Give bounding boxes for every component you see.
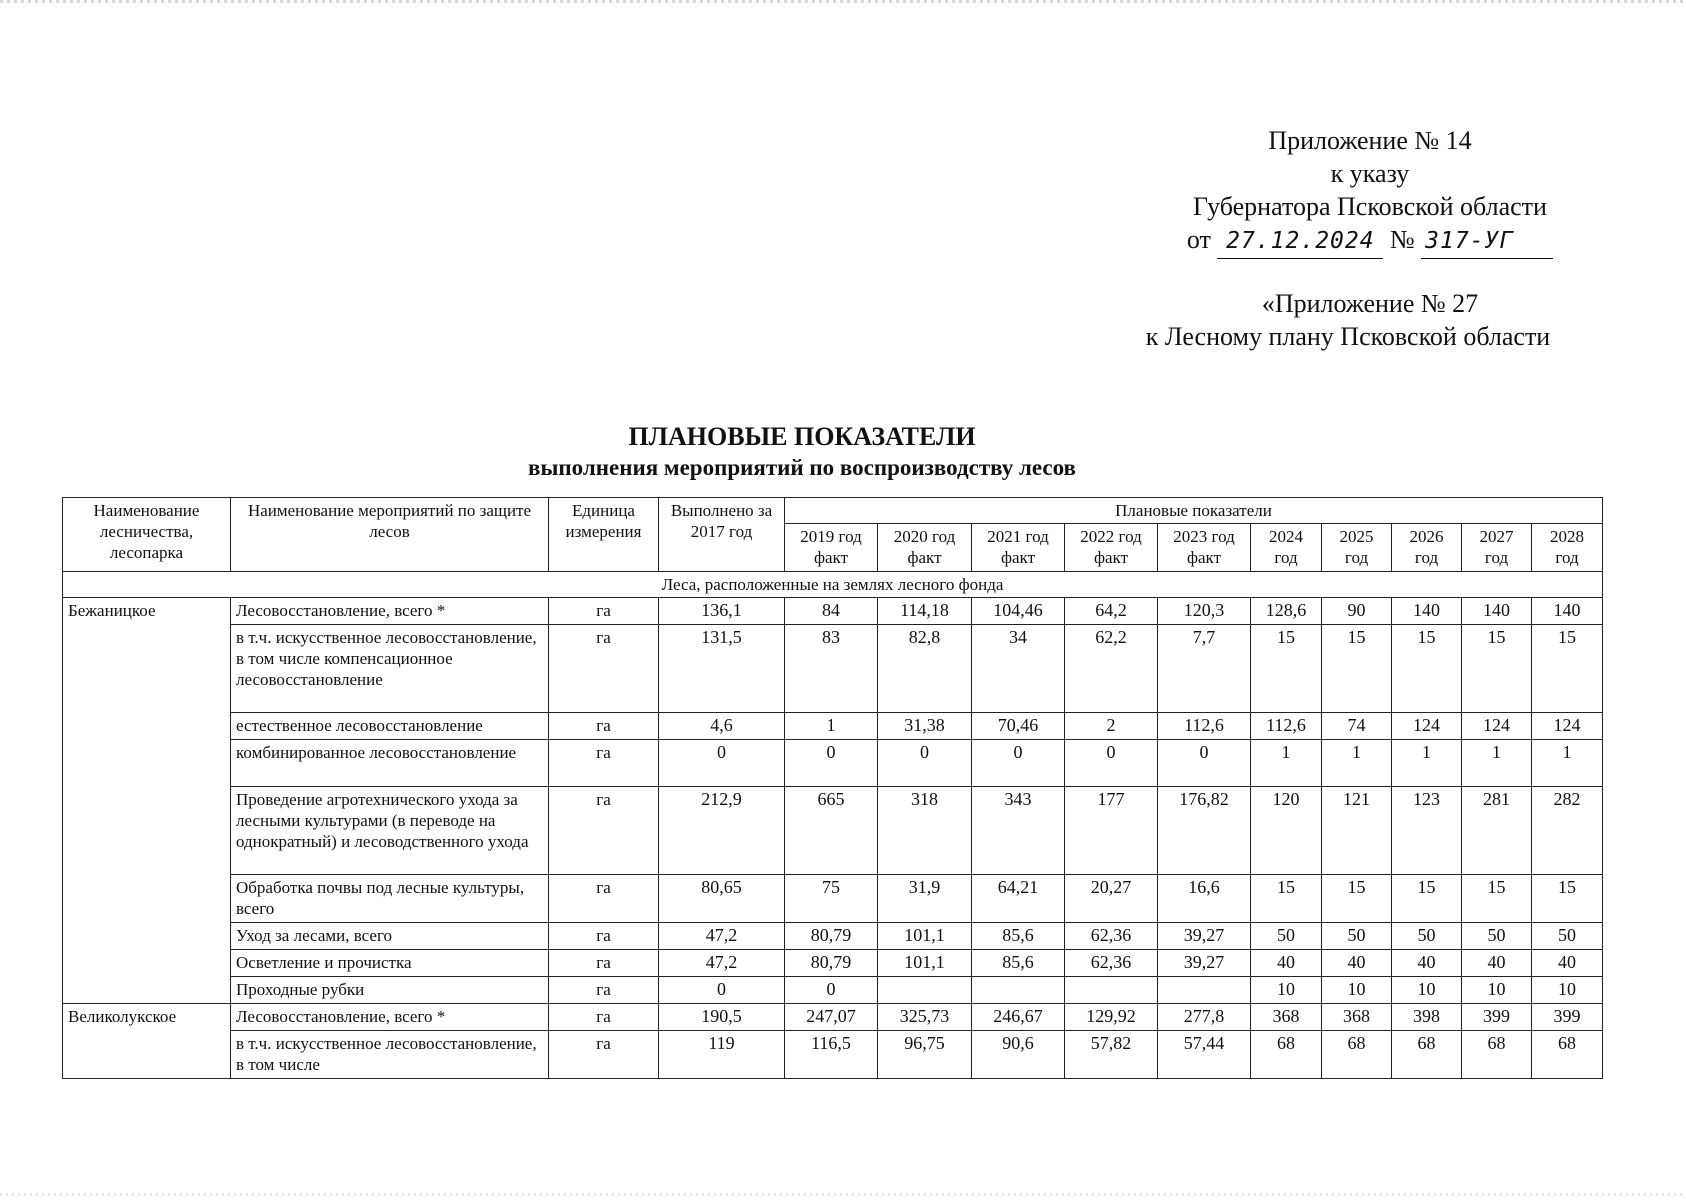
value-cell: 368 xyxy=(1251,1004,1322,1031)
value-cell: 62,36 xyxy=(1065,950,1158,977)
value-cell: 10 xyxy=(1322,977,1392,1004)
annex-number: «Приложение № 27 xyxy=(1261,289,1479,318)
value-cell: 124 xyxy=(1462,713,1532,740)
value-cell: 665 xyxy=(785,787,878,875)
value-cell: 15 xyxy=(1392,625,1462,713)
value-cell: 40 xyxy=(1392,950,1462,977)
value-cell: 101,1 xyxy=(878,950,972,977)
date-prefix: от xyxy=(1186,225,1211,254)
plan-table xyxy=(62,497,1603,1079)
value-cell: 68 xyxy=(1392,1031,1462,1079)
activity-name: Уход за лесами, всего xyxy=(231,923,549,950)
value-cell: 399 xyxy=(1462,1004,1532,1031)
value-cell: 62,2 xyxy=(1065,625,1158,713)
value-cell: 68 xyxy=(1532,1031,1603,1079)
value-cell: 68 xyxy=(1251,1031,1322,1079)
header-year: 2025 год xyxy=(1322,524,1392,572)
value-cell: 282 xyxy=(1532,787,1603,875)
value-cell: 64,21 xyxy=(972,875,1065,923)
value-cell: 62,36 xyxy=(1065,923,1158,950)
value-cell: 31,38 xyxy=(878,713,972,740)
activity-name: Осветление и прочистка xyxy=(231,950,549,977)
value-cell: 10 xyxy=(1251,977,1322,1004)
forestry-name: Великолукское xyxy=(63,1004,231,1079)
done-2017-cell: 80,65 xyxy=(659,875,785,923)
activity-name: Лесовосстановление, всего * xyxy=(231,598,549,625)
value-cell: 83 xyxy=(785,625,878,713)
table-row xyxy=(63,1031,1603,1079)
value-cell xyxy=(972,977,1065,1004)
value-cell: 120,3 xyxy=(1158,598,1251,625)
activity-name: Проведение агротехнического ухода за лесными культурами (в переводе на однократный) и лесоводственного ухода xyxy=(231,787,549,875)
value-cell: 15 xyxy=(1532,875,1603,923)
document-title xyxy=(62,421,1542,483)
activity-name: Обработка почвы под лесные культуры, всего xyxy=(231,875,549,923)
value-cell: 15 xyxy=(1392,875,1462,923)
value-cell: 68 xyxy=(1462,1031,1532,1079)
decree-number: 317-УГ xyxy=(1421,225,1553,259)
value-cell: 40 xyxy=(1251,950,1322,977)
appendix-number: Приложение № 14 xyxy=(1268,126,1472,155)
value-cell: 40 xyxy=(1532,950,1603,977)
value-cell: 50 xyxy=(1462,923,1532,950)
value-cell: 16,6 xyxy=(1158,875,1251,923)
value-cell: 281 xyxy=(1462,787,1532,875)
unit-cell: га xyxy=(549,713,659,740)
decree-date: 27.12.2024 xyxy=(1217,225,1383,259)
header-year: 2024 год xyxy=(1251,524,1322,572)
title-subtitle: выполнения мероприятий по воспроизводству лесов xyxy=(528,455,1076,480)
table-row xyxy=(63,1004,1603,1031)
value-cell: 64,2 xyxy=(1065,598,1158,625)
decree-date-line xyxy=(1120,223,1620,259)
value-cell: 50 xyxy=(1251,923,1322,950)
value-cell: 80,79 xyxy=(785,950,878,977)
value-cell: 15 xyxy=(1251,625,1322,713)
value-cell: 50 xyxy=(1322,923,1392,950)
annex-header xyxy=(1120,287,1620,353)
header-year: 2022 год факт xyxy=(1065,524,1158,572)
value-cell: 90,6 xyxy=(972,1031,1065,1079)
value-cell: 85,6 xyxy=(972,950,1065,977)
value-cell: 0 xyxy=(1065,740,1158,787)
value-cell: 15 xyxy=(1322,875,1392,923)
value-cell: 75 xyxy=(785,875,878,923)
value-cell: 120 xyxy=(1251,787,1322,875)
value-cell: 277,8 xyxy=(1158,1004,1251,1031)
unit-cell: га xyxy=(549,923,659,950)
value-cell: 1 xyxy=(785,713,878,740)
done-2017-cell: 47,2 xyxy=(659,923,785,950)
unit-cell: га xyxy=(549,625,659,713)
header-planned: Плановые показатели xyxy=(785,498,1603,524)
value-cell: 40 xyxy=(1322,950,1392,977)
activity-name: Проходные рубки xyxy=(231,977,549,1004)
table-row xyxy=(63,787,1603,875)
done-2017-cell: 47,2 xyxy=(659,950,785,977)
unit-cell: га xyxy=(549,740,659,787)
unit-cell: га xyxy=(549,950,659,977)
header-forestry: Наименование лесничества, лесопарка xyxy=(63,498,231,572)
value-cell: 177 xyxy=(1065,787,1158,875)
done-2017-cell: 0 xyxy=(659,740,785,787)
header-year: 2019 год факт xyxy=(785,524,878,572)
value-cell: 39,27 xyxy=(1158,923,1251,950)
value-cell: 112,6 xyxy=(1158,713,1251,740)
table-row xyxy=(63,713,1603,740)
scan-artifact-top xyxy=(0,0,1686,3)
section-title: Леса, расположенные на землях лесного фонда xyxy=(63,572,1603,598)
value-cell: 40 xyxy=(1462,950,1532,977)
value-cell: 68 xyxy=(1322,1031,1392,1079)
header-year: 2028 год xyxy=(1532,524,1603,572)
value-cell: 31,9 xyxy=(878,875,972,923)
value-cell xyxy=(1158,977,1251,1004)
table-row xyxy=(63,977,1603,1004)
value-cell: 325,73 xyxy=(878,1004,972,1031)
value-cell: 85,6 xyxy=(972,923,1065,950)
activity-name: в т.ч. искусственное лесовосстановление, в том числе xyxy=(231,1031,549,1079)
value-cell: 15 xyxy=(1532,625,1603,713)
value-cell: 0 xyxy=(1158,740,1251,787)
value-cell: 15 xyxy=(1251,875,1322,923)
done-2017-cell: 136,1 xyxy=(659,598,785,625)
value-cell: 57,82 xyxy=(1065,1031,1158,1079)
activity-name: Лесовосстановление, всего * xyxy=(231,1004,549,1031)
value-cell: 101,1 xyxy=(878,923,972,950)
value-cell: 96,75 xyxy=(878,1031,972,1079)
done-2017-cell: 0 xyxy=(659,977,785,1004)
done-2017-cell: 4,6 xyxy=(659,713,785,740)
header-year: 2023 год факт xyxy=(1158,524,1251,572)
done-2017-cell: 119 xyxy=(659,1031,785,1079)
value-cell: 15 xyxy=(1322,625,1392,713)
value-cell: 0 xyxy=(785,977,878,1004)
header-year: 2027 год xyxy=(1462,524,1532,572)
value-cell: 246,67 xyxy=(972,1004,1065,1031)
value-cell: 15 xyxy=(1462,875,1532,923)
value-cell: 121 xyxy=(1322,787,1392,875)
value-cell: 10 xyxy=(1462,977,1532,1004)
value-cell xyxy=(878,977,972,1004)
header-activity: Наименование мероприятий по защите лесов xyxy=(231,498,549,572)
header-done-2017: Выполнено за 2017 год xyxy=(659,498,785,572)
value-cell: 343 xyxy=(972,787,1065,875)
scan-artifact-bottom xyxy=(0,1193,1686,1196)
value-cell: 0 xyxy=(878,740,972,787)
plan-table-body xyxy=(63,572,1603,1079)
title-main: ПЛАНОВЫЕ ПОКАЗАТЕЛИ xyxy=(628,422,976,451)
table-row xyxy=(63,923,1603,950)
value-cell: 80,79 xyxy=(785,923,878,950)
value-cell: 7,7 xyxy=(1158,625,1251,713)
value-cell: 116,5 xyxy=(785,1031,878,1079)
value-cell: 124 xyxy=(1392,713,1462,740)
activity-name: в т.ч. искусственное лесовосстановление, в том числе компенсационное лесовосстановление xyxy=(231,625,549,713)
value-cell: 15 xyxy=(1462,625,1532,713)
value-cell: 34 xyxy=(972,625,1065,713)
table-row xyxy=(63,625,1603,713)
value-cell: 140 xyxy=(1392,598,1462,625)
value-cell: 123 xyxy=(1392,787,1462,875)
activity-name: комбинированное лесовосстановление xyxy=(231,740,549,787)
value-cell: 50 xyxy=(1392,923,1462,950)
value-cell: 0 xyxy=(785,740,878,787)
done-2017-cell: 131,5 xyxy=(659,625,785,713)
unit-cell: га xyxy=(549,1031,659,1079)
forestry-name: Бежаницкое xyxy=(63,598,231,1004)
value-cell: 1 xyxy=(1251,740,1322,787)
value-cell: 399 xyxy=(1532,1004,1603,1031)
value-cell: 318 xyxy=(878,787,972,875)
value-cell: 82,8 xyxy=(878,625,972,713)
value-cell: 129,92 xyxy=(1065,1004,1158,1031)
value-cell: 10 xyxy=(1532,977,1603,1004)
value-cell: 0 xyxy=(972,740,1065,787)
value-cell: 84 xyxy=(785,598,878,625)
table-row xyxy=(63,598,1603,625)
decree-reference: к указу xyxy=(1330,159,1410,188)
section-row xyxy=(63,572,1603,598)
value-cell: 1 xyxy=(1392,740,1462,787)
value-cell: 50 xyxy=(1532,923,1603,950)
done-2017-cell: 190,5 xyxy=(659,1004,785,1031)
header-unit: Единица измерения xyxy=(549,498,659,572)
value-cell: 128,6 xyxy=(1251,598,1322,625)
unit-cell: га xyxy=(549,977,659,1004)
value-cell: 20,27 xyxy=(1065,875,1158,923)
decree-header xyxy=(1120,124,1620,259)
activity-name: естественное лесовосстановление xyxy=(231,713,549,740)
unit-cell: га xyxy=(549,598,659,625)
value-cell: 124 xyxy=(1532,713,1603,740)
value-cell: 74 xyxy=(1322,713,1392,740)
value-cell: 247,07 xyxy=(785,1004,878,1031)
table-row xyxy=(63,875,1603,923)
value-cell: 1 xyxy=(1532,740,1603,787)
value-cell: 10 xyxy=(1392,977,1462,1004)
value-cell: 1 xyxy=(1462,740,1532,787)
value-cell: 2 xyxy=(1065,713,1158,740)
header-year: 2026 год xyxy=(1392,524,1462,572)
header-year: 2021 год факт xyxy=(972,524,1065,572)
done-2017-cell: 212,9 xyxy=(659,787,785,875)
value-cell: 90 xyxy=(1322,598,1392,625)
value-cell: 112,6 xyxy=(1251,713,1322,740)
value-cell: 104,46 xyxy=(972,598,1065,625)
value-cell: 114,18 xyxy=(878,598,972,625)
value-cell: 1 xyxy=(1322,740,1392,787)
header-year: 2020 год факт xyxy=(878,524,972,572)
unit-cell: га xyxy=(549,875,659,923)
value-cell: 70,46 xyxy=(972,713,1065,740)
issuer: Губернатора Псковской области xyxy=(1193,192,1547,221)
value-cell: 398 xyxy=(1392,1004,1462,1031)
value-cell: 57,44 xyxy=(1158,1031,1251,1079)
value-cell: 39,27 xyxy=(1158,950,1251,977)
table-row xyxy=(63,950,1603,977)
unit-cell: га xyxy=(549,787,659,875)
table-row xyxy=(63,740,1603,787)
value-cell: 140 xyxy=(1462,598,1532,625)
unit-cell: га xyxy=(549,1004,659,1031)
value-cell: 140 xyxy=(1532,598,1603,625)
value-cell: 368 xyxy=(1322,1004,1392,1031)
annex-reference: к Лесному плану Псковской области xyxy=(1145,322,1551,351)
number-prefix: № xyxy=(1389,225,1415,254)
value-cell xyxy=(1065,977,1158,1004)
value-cell: 176,82 xyxy=(1158,787,1251,875)
